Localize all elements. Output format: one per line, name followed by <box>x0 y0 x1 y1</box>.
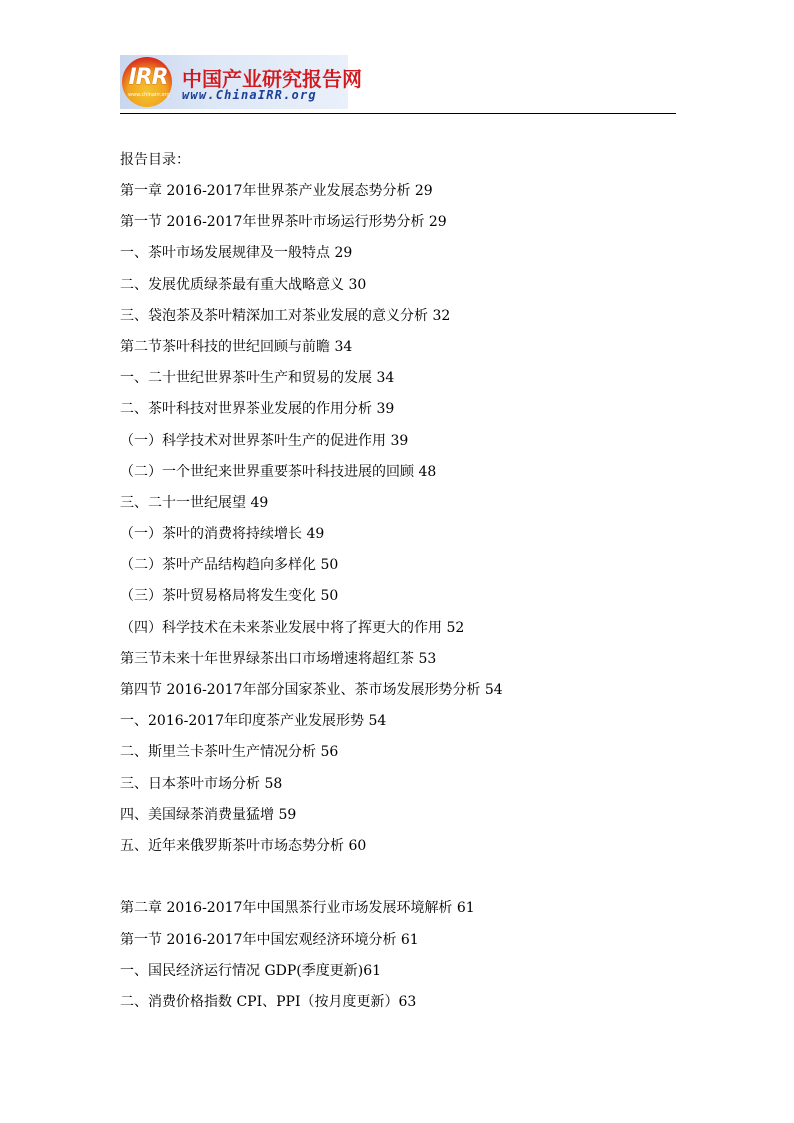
toc-entry: （二）一个世纪来世界重要茶叶科技进展的回顾 48 <box>120 463 437 480</box>
toc-spacer <box>120 867 680 898</box>
toc-entry: 三、袋泡茶及茶叶精深加工对茶业发展的意义分析 32 <box>120 307 451 324</box>
toc-entry: 第三节未来十年世界绿茶出口市场增速将超红茶 53 <box>120 650 437 667</box>
toc-entry: 第二章 2016-2017年中国黑茶行业市场发展环境解析 61 <box>120 900 475 917</box>
page-header <box>120 55 676 113</box>
toc-entry: 一、2016-2017年印度茶产业发展形势 54 <box>120 713 387 730</box>
toc-entry: 四、美国绿茶消费量猛增 59 <box>120 806 297 823</box>
toc-entry: 一、二十世纪世界茶叶生产和贸易的发展 34 <box>120 370 395 387</box>
toc-heading: 报告目录： <box>120 152 190 168</box>
toc-entry: 一、茶叶市场发展规律及一般特点 29 <box>120 245 353 262</box>
table-of-contents <box>120 181 680 1023</box>
logo-site-url: www.ChinaIRR.org <box>182 88 317 102</box>
toc-entry: 二、消费价格指数 CPI、PPI（按月度更新）63 <box>120 993 417 1010</box>
irr-logo <box>120 55 362 109</box>
toc-entry: （一）茶叶的消费将持续增长 49 <box>120 526 325 543</box>
toc-entry: 三、二十一世纪展望 49 <box>120 494 269 511</box>
toc-entry: 第二节茶叶科技的世纪回顾与前瞻 34 <box>120 338 353 355</box>
toc-entry: 二、发展优质绿茶最有重大战略意义 30 <box>120 276 367 293</box>
toc-entry: （二）茶叶产品结构趋向多样化 50 <box>120 557 339 574</box>
toc-entry: 第一章 2016-2017年世界茶产业发展态势分析 29 <box>120 183 433 199</box>
toc-entry: 二、茶叶科技对世界茶业发展的作用分析 39 <box>120 401 395 418</box>
logo-small-url: www.chinairr.org <box>128 92 170 98</box>
header-divider <box>120 113 676 114</box>
toc-entry: 五、近年来俄罗斯茶叶市场态势分析 60 <box>120 837 367 854</box>
toc-entry: 三、日本茶叶市场分析 58 <box>120 775 283 792</box>
toc-entry: 第一节 2016-2017年世界茶叶市场运行形势分析 29 <box>120 214 447 231</box>
toc-entry: 一、国民经济运行情况 GDP(季度更新)61 <box>120 962 382 979</box>
toc-entry: （三）茶叶贸易格局将发生变化 50 <box>120 588 339 605</box>
logo-mark: IRR <box>128 65 168 90</box>
toc-entry: 二、斯里兰卡茶叶生产情况分析 56 <box>120 744 339 761</box>
toc-entry: 第四节 2016-2017年部分国家茶业、茶市场发展形势分析 54 <box>120 682 503 698</box>
toc-entry: 第一节 2016-2017年中国宏观经济环境分析 61 <box>120 931 419 948</box>
toc-entry: （四）科学技术在未来茶业发展中将了挥更大的作用 52 <box>120 619 465 636</box>
logo-site-name: 中国产业研究报告网 <box>182 67 362 91</box>
toc-entry: （一）科学技术对世界茶叶生产的促进作用 39 <box>120 432 409 449</box>
